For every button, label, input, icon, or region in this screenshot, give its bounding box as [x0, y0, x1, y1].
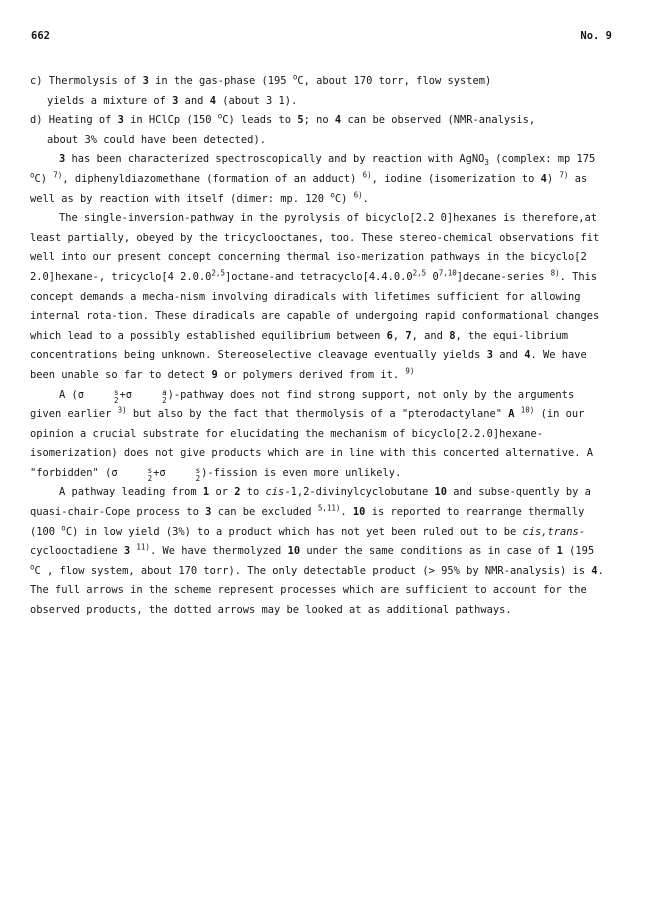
item-label: c): [30, 75, 43, 87]
compound-ref: 10: [434, 486, 447, 499]
compound-ref: 3: [205, 506, 212, 519]
text: ]octane-and tetracyclo[4.4.0.0: [224, 270, 413, 283]
text: C) leads to: [222, 114, 292, 127]
subscript: 3: [484, 158, 489, 168]
reference-mark: 9): [405, 366, 415, 376]
reference-mark: 10): [520, 405, 535, 415]
text: about 3% could have been detected).: [47, 133, 266, 146]
text: 2: [195, 473, 201, 483]
text: . We have thermolyzed: [149, 545, 282, 558]
text: C, about 170 torr, flow system): [297, 75, 492, 87]
item-label: d): [30, 114, 43, 127]
text: or: [215, 486, 228, 499]
text: 120: [305, 192, 325, 205]
compound-ref: 4: [334, 114, 342, 127]
reference-mark: 7): [559, 170, 569, 180]
compound-ref: 3: [172, 94, 179, 107]
paragraph-3: [30, 386, 605, 484]
stereo-prefix: cis,trans: [522, 525, 579, 538]
text: yields a mixture of: [47, 94, 166, 107]
text: in the gas-phase (195: [155, 75, 287, 87]
reference-mark: 7): [53, 170, 63, 180]
text: iodine (isomerization to: [384, 172, 535, 185]
text: , diphenyldiazomethane (formation of an adduct): [62, 172, 357, 185]
compound-ref: 7: [405, 329, 412, 342]
compound-ref: 4: [540, 172, 547, 185]
compound-ref: 6: [386, 329, 393, 342]
orbital-index: [85, 389, 119, 405]
text: . We have been unable so far to detect: [30, 349, 587, 381]
text: s: [114, 387, 119, 397]
text: A pathway leading from: [59, 486, 197, 499]
text: to: [246, 486, 260, 499]
text: given earlier: [30, 408, 112, 421]
text: (complex: mp 175: [495, 153, 596, 166]
reference-mark: 6): [362, 170, 372, 180]
text: s: [195, 465, 201, 475]
text: or polymers derived from it.: [223, 368, 400, 381]
text: ,: [371, 172, 378, 185]
orbital-index: [167, 467, 201, 483]
compound-ref: 3: [142, 75, 149, 87]
text: ]decane-series: [456, 270, 545, 283]
degree-mark: o: [292, 72, 298, 82]
compound-ref: 8: [449, 329, 456, 342]
text: .: [362, 192, 369, 205]
compound-ref: 3: [117, 114, 124, 127]
text: +σ: [119, 388, 133, 401]
paragraph-4: [30, 483, 605, 620]
item-d: [30, 111, 605, 150]
text: 2: [162, 395, 167, 405]
text: and: [184, 94, 204, 107]
text: a: [162, 387, 167, 397]
reference-mark: 11): [136, 542, 150, 552]
text: C): [334, 192, 348, 205]
compound-ref: 5: [297, 114, 304, 127]
degree-mark: o: [330, 190, 335, 200]
text: as well as by reaction with itself (dimer: mp.: [30, 172, 588, 205]
degree-mark: o: [30, 562, 35, 572]
text: ): [546, 172, 554, 185]
compound-ref: 1: [556, 545, 563, 558]
reference-mark: 6): [353, 190, 363, 200]
paragraph-2: The single-inversion-pathway in the pyrolysis of bicyclo[2.2 0]hexanes is therefore,at least partially, obeyed by the tricyclooctanes, too. These stereo-chemical observations fit well into our present concept concerning thermal iso-merization pathways in the bicyclo[2 2.0]hexane-, tricyclo[4 2.0.0$^{2,5}$]octane-and tetracyclo[4.4.0.0$^{2,5}$ 0$^{7,10}$]decane-series $^{8)}$. This concept demands a mecha-nism involving diradicals with lifetimes sufficient for allowing internal rota-tion. These diradicals are capable of undergoing rapid conformational changes which lead to a possibly established equilibrium between 6, 7, and 8, the equi-librium concentrations being unknown. Stereoselective cleavage eventually yields 3 and 4. We have been unable so far to detect 9 or polymers derived from it. $^{9)}$: [30, 212, 600, 381]
text: .: [340, 506, 347, 519]
degree-mark: o: [217, 111, 223, 121]
text: )-pathway does not find strong support, not only by the arguments: [167, 388, 575, 401]
text: -1,2-divinylcyclobutane: [284, 486, 429, 499]
text: and subse-quently by a quasi-chair-Cope process to: [30, 486, 591, 519]
compound-ref: 3: [486, 349, 493, 362]
text: (195: [569, 545, 595, 558]
text: is reported to rearrange thermally (100: [30, 506, 585, 538]
reference-mark: 5,11): [317, 503, 341, 513]
text: in HClCp (150: [130, 114, 212, 127]
text: (in our opinion a crucial substrate for elucidating the mechanism of bicyclo[2.2.0]hexane-isomerization) does not give products which are in line with this concerted alternative. A "forbidden" (σ: [30, 408, 594, 479]
journal-issue: No. 9: [580, 30, 612, 42]
text: (about 3 1).: [222, 94, 298, 107]
text: Thermolysis of: [48, 75, 137, 87]
text: -cyclooctadiene: [30, 525, 586, 558]
superscript: 2,5: [412, 268, 427, 278]
text: The single-inversion-pathway in the pyrolysis of bicyclo[2.2 0]hexanes is therefore,at least partially, obeyed by the tricyclooctanes, too. These stereo-chemical observations fit well into our present concept concerning thermal iso-merization pathways in the bicyclo[2 2.0]hexane-, tricyclo[4 2.0.0: [30, 212, 600, 283]
article-body: [30, 72, 605, 621]
compound-ref: 10: [287, 545, 301, 558]
reference-mark: 8): [550, 268, 560, 278]
superscript: 2,5: [211, 268, 225, 278]
text: )-fission is even more unlikely.: [201, 466, 402, 479]
reference-mark: 3): [117, 405, 127, 415]
text: 2: [114, 395, 119, 405]
text: 2: [147, 473, 153, 483]
compound-ref: 2: [234, 486, 241, 499]
text: has been characterized spectroscopically and by reaction with AgNO: [71, 153, 485, 166]
text: s: [147, 465, 153, 475]
compound-ref: 3: [123, 545, 131, 558]
text: A (σ: [59, 388, 85, 401]
compound-ref: 4: [209, 94, 216, 107]
text: Heating of: [48, 114, 112, 127]
text: 0: [426, 270, 439, 283]
orbital-index: [119, 467, 153, 483]
superscript: 7,10: [438, 268, 457, 278]
compound-ref: 3: [59, 153, 66, 166]
text: under the same conditions as in case of: [306, 545, 551, 558]
text: but also by the fact that thermolysis of a "pterodactylane": [132, 408, 502, 421]
text: C): [34, 172, 48, 185]
text: +σ: [153, 466, 166, 479]
page-number: 662: [31, 30, 50, 42]
compound-ref: 4: [524, 349, 531, 362]
text: ; no: [303, 114, 329, 127]
stereo-prefix: cis: [265, 486, 285, 499]
text: C , flow system, about 170 torr). The only detectable product (> 95% by NMR-analysis) is: [34, 564, 586, 577]
degree-mark: o: [61, 523, 66, 533]
compound-ref: 10: [352, 506, 366, 519]
text: C) in low yield (3%) to a product which has not yet been ruled out to be: [65, 525, 517, 538]
compound-ref: 4: [591, 564, 598, 577]
text: can be excluded: [217, 506, 312, 519]
compound-ref: A: [508, 408, 515, 421]
paragraph-1: [30, 150, 605, 209]
orbital-index: [133, 389, 167, 405]
text: can be observed (NMR-analysis,: [347, 114, 536, 127]
text: . This concept demands a mecha-nism involving diradicals with lifetimes sufficient for allowing internal rota-tion. These diradicals are capable of undergoing rapid conformational changes which lead to a possibly established equilibrium between: [30, 270, 600, 342]
text: , the equi-librium concentrations being unknown. Stereoselective cleavage eventually yields: [30, 329, 569, 362]
text: . The full arrows in the scheme represent processes which are sufficient to account for the observed products, the dotted arrows may be looked at as additional pathways.: [30, 564, 604, 617]
item-c: [30, 72, 605, 111]
compound-ref: 9: [211, 368, 218, 381]
compound-ref: 1: [202, 486, 210, 499]
degree-mark: o: [30, 170, 35, 180]
